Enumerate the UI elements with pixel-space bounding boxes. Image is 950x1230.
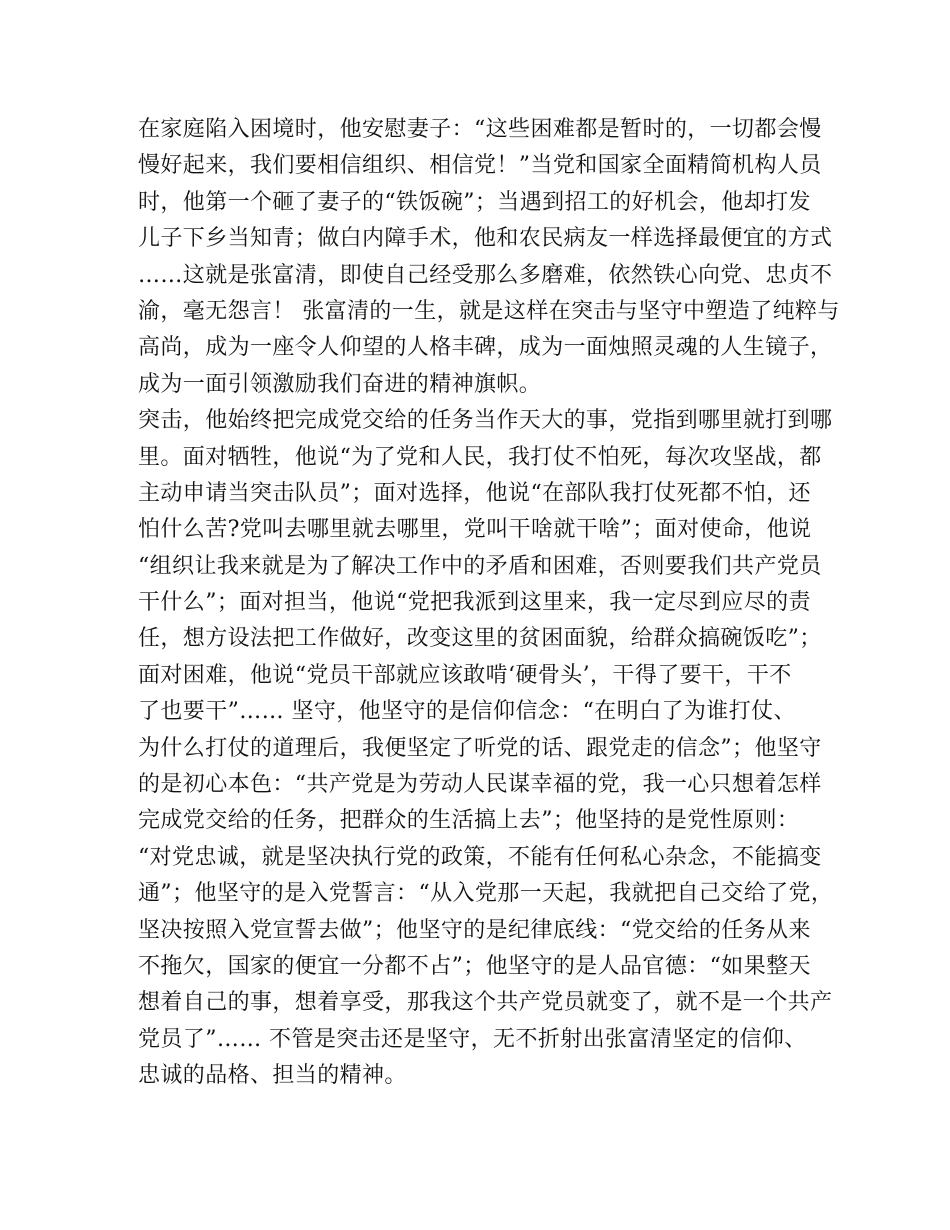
body-text bbox=[138, 112, 840, 1095]
text-line: “组织让我来就是为了解决工作中的矛盾和困难，否则要我们共产党员 bbox=[138, 553, 822, 579]
text-line: 里。面对牺牲，他说“为了党和人民，我打仗不怕死，每次攻坚战，都 bbox=[138, 444, 822, 470]
text-line: 为什么打仗的道理后，我便坚定了听党的话、跟党走的信念”；他坚守 bbox=[138, 735, 822, 761]
text-line: 慢好起来，我们要相信组织、相信党！”当党和国家全面精简机构人员 bbox=[138, 153, 822, 179]
text-line: 不拖欠，国家的便宜一分都不占”；他坚守的是人品官德：“如果整天 bbox=[138, 953, 811, 979]
text-line: 任，想方设法把工作做好，改变这里的贫困面貌，给群众搞碗饭吃”； bbox=[138, 626, 822, 652]
text-line: 忠诚的品格、担当的精神。 bbox=[138, 1063, 407, 1089]
text-line: 突击，他始终把完成党交给的任务当作天大的事，党指到哪里就打到哪 bbox=[138, 408, 833, 434]
text-line: 成为一面引领激励我们奋进的精神旗帜。 bbox=[138, 371, 542, 397]
text-line: 通”；他坚守的是入党誓言：“从入党那一天起，我就把自己交给了党， bbox=[138, 881, 834, 907]
text-line: 在家庭陷入困境时，他安慰妻子：“这些困难都是暂时的，一切都会慢 bbox=[138, 117, 822, 142]
text-line: 完成党交给的任务，把群众的生活搞上去”；他坚持的是党性原则： bbox=[138, 808, 800, 834]
text-line: 党员了”…… 不管是突击还是坚守，无不折射出张富清坚定的信仰、 bbox=[138, 1026, 807, 1052]
text-line: 想着自己的事，想着享受，那我这个共产党员就变了，就不是一个共产 bbox=[138, 990, 833, 1016]
text-line: 的是初心本色：“共产党是为劳动人民谋幸福的党，我一心只想着怎样 bbox=[138, 772, 822, 798]
text-line: “对党忠诚，就是坚决执行党的政策，不能有任何私心杂念，不能搞变 bbox=[138, 844, 822, 870]
text-line: 儿子下乡当知青；做白内障手术，他和农民病友一样选择最便宜的方式 bbox=[138, 226, 833, 252]
text-line: 面对困难，他说“党员干部就应该敢啃‘硬骨头’，干得了要干，干不 bbox=[138, 662, 792, 688]
text-line: 高尚，成为一座令人仰望的人格丰碑，成为一面烛照灵魂的人生镜子， bbox=[138, 335, 833, 361]
text-line: 渝，毫无怨言！ 张富清的一生，就是这样在突击与坚守中塑造了纯粹与 bbox=[138, 298, 840, 324]
text-line: 了也要干”…… 坚守，他坚守的是信仰信念：“在明白了为谁打仗、 bbox=[138, 699, 796, 725]
text-line: 主动申请当突击队员”；面对选择，他说“在部队我打仗死都不怕，还 bbox=[138, 480, 811, 506]
text-line: 干什么”；面对担当，他说“党把我派到这里来，我一定尽到应尽的责 bbox=[138, 590, 811, 616]
text-line: 怕什么苦?党叫去哪里就去哪里，党叫干啥就干啥”；面对使命，他说 bbox=[138, 517, 812, 543]
text-line: 时，他第一个砸了妻子的“铁饭碗”；当遇到招工的好机会，他却打发 bbox=[138, 189, 811, 215]
text-line: ……这就是张富清，即使自己经受那么多磨难，依然铁心向党、忠贞不 bbox=[138, 262, 833, 288]
text-line: 坚决按照入党宣誓去做”；他坚守的是纪律底线：“党交给的任务从来 bbox=[138, 917, 811, 943]
